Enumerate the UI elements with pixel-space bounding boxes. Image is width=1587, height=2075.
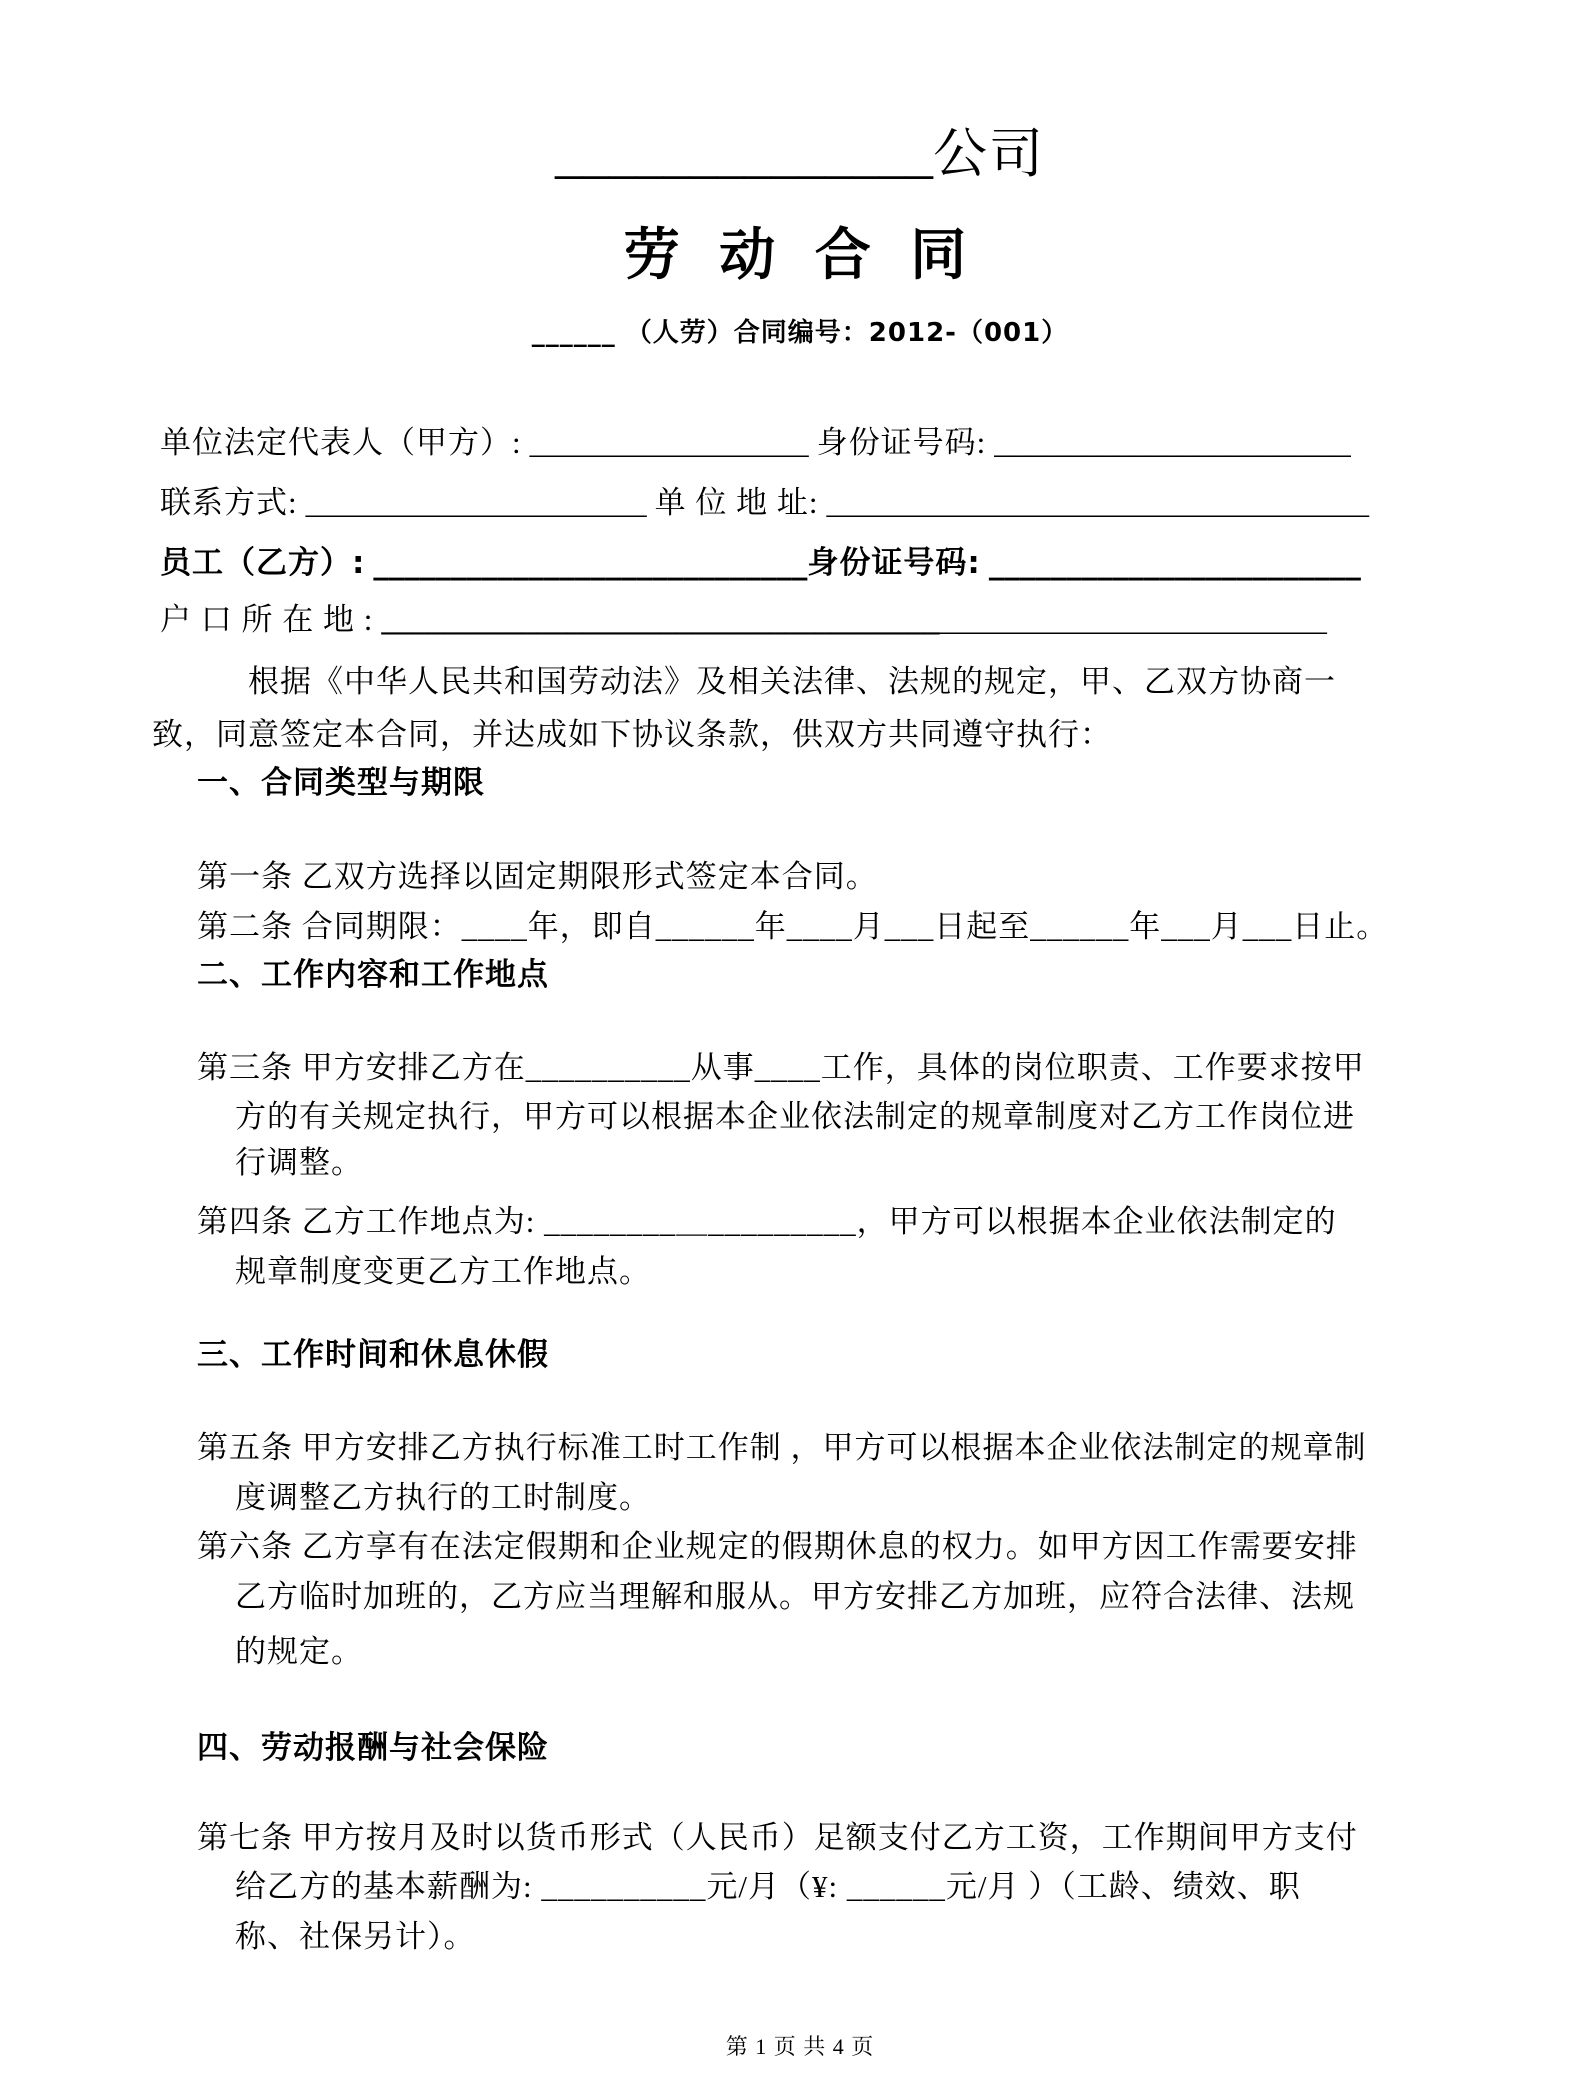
legal-representative-label: 单位法定代表人（甲方）: [160,425,522,460]
company-name-line [160,122,1440,186]
company-address-label: 单 位 地 址: [654,485,819,520]
company-address-blank: ___________________________________ [826,485,1369,520]
clause-7-line-3: 称、社保另计）。 [235,1919,476,1954]
clause-5-line-2: 度调整乙方执行的工时制度。 [235,1480,651,1515]
clause-1: 第一条 乙双方选择以固定期限形式签定本合同。 [197,859,878,894]
clause-2: 第二条 合同期限：____年，即自______年____月___日起至______年___月___日止。 [197,909,1389,944]
company-name-blank: ______________ [555,124,933,184]
contact-blank: ______________________ [305,485,647,520]
clause-5-line-1: 第五条 甲方安排乙方执行标准工时工作制 ，甲方可以根据本企业依法制定的规章制 [197,1430,1367,1465]
clause-4-line-1: 第四条 乙方工作地点为: ________＿_________，甲方可以根据本企业依法制定的 [197,1204,1337,1239]
preamble-line-2: 致，同意签定本合同，并达成如下协议条款，供双方共同遵守执行： [152,717,1112,752]
clause-7-line-1: 第七条 甲方按月及时以货币形式（人民币）足额支付乙方工资，工作期间甲方支付 [197,1820,1358,1855]
section-heading-2: 二、工作内容和工作地点 [197,957,549,993]
id-number-label-a: 身份证号码: [816,425,987,460]
legal-representative-blank: __________________ [529,425,809,460]
section-heading-1: 一、合同类型与期限 [197,765,485,801]
id-number-label-b: 身份证号码: [807,545,981,581]
id-number-blank-b: ________________________ [988,545,1361,581]
employee-label: 员工（乙方）: [160,545,366,581]
contract-number-line: ______ （人劳）合同编号：2012-（001） [531,318,1069,348]
document-title: 劳 动 合 同 [623,223,977,288]
registered-residence-blank-thin: _________________________ [939,602,1327,637]
clause-6-line-3: 的规定。 [235,1634,363,1669]
clause-3-line-1: 第三条 甲方安排乙方在__________从事____工作，具体的岗位职责、工作要求按甲 [197,1050,1365,1085]
party-row-employee [160,538,1361,588]
registered-residence-blank-bold: ____________________________________ [381,602,940,637]
clause-3-line-2: 方的有关规定执行，甲方可以根据本企业依法制定的规章制度对乙方工作岗位进 [235,1099,1355,1134]
id-number-blank-a: _______________________ [994,425,1351,460]
contact-label: 联系方式: [160,485,298,520]
section-heading-4: 四、劳动报酬与社会保险 [197,1730,549,1766]
employee-name-blank: ____________________________ [373,545,808,581]
clause-3-line-3: 行调整。 [235,1145,363,1180]
party-row-registered-residence [160,595,1327,645]
clause-6-line-2: 乙方临时加班的，乙方应当理解和服从。甲方安排乙方加班，应符合法律、法规 [235,1579,1355,1614]
section-heading-3: 三、工作时间和休息休假 [197,1337,549,1373]
clause-6-line-1: 第六条 乙方享有在法定假期和企业规定的假期休息的权力。如甲方因工作需要安排 [197,1529,1358,1564]
clause-4-line-2: 规章制度变更乙方工作地点。 [235,1254,651,1289]
party-row-contact [160,478,1369,528]
party-row-legal-representative [160,418,1351,468]
clause-7-line-2: 给乙方的基本薪酬为: __________元/月（¥: ______元/月 ）（工龄、绩效、职 [235,1869,1301,1904]
page-number-footer: 第 1 页 共 4 页 [725,2034,875,2059]
registered-residence-label: 户 口 所 在 地 : [160,602,374,637]
company-suffix: 公司 [933,124,1045,184]
preamble-line-1: 根据《中华人民共和国劳动法》及相关法律、法规的规定，甲、乙双方协商一 [248,664,1336,699]
